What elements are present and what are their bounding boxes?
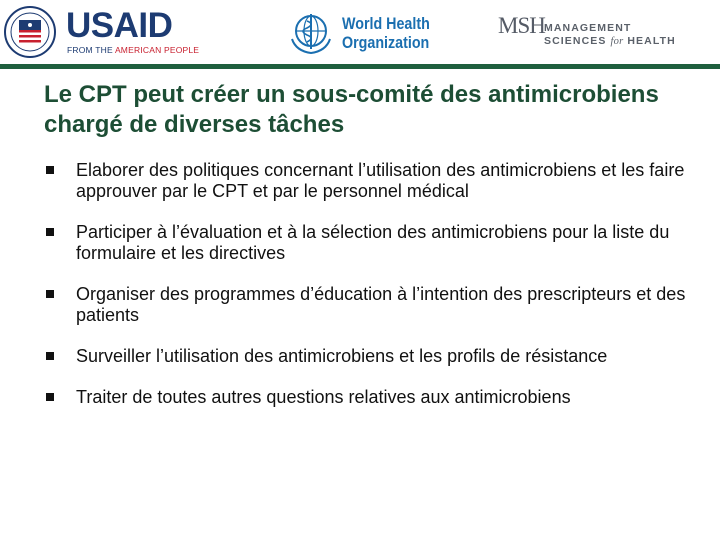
square-bullet-icon bbox=[46, 228, 54, 236]
who-logo bbox=[286, 9, 446, 57]
header-divider bbox=[0, 64, 720, 69]
bullet-text: Traiter de toutes autres questions relatives aux antimicrobiens bbox=[76, 387, 571, 407]
bullet-item bbox=[46, 222, 686, 264]
msh-wordmark: MANAGEMENT SCIENCES for HEALTH bbox=[544, 22, 676, 47]
bullet-text: Participer à l’évaluation et à la sélection des antimicrobiens pour la liste du formulaire et les directives bbox=[76, 222, 670, 263]
slide-title: Le CPT peut créer un sous-comité des antimicrobiens chargé de diverses tâches bbox=[44, 81, 659, 138]
bullet-item bbox=[46, 160, 686, 202]
square-bullet-icon bbox=[46, 290, 54, 298]
who-emblem-icon bbox=[286, 9, 336, 57]
bullet-text: Elaborer des politiques concernant l’utilisation des antimicrobiens et les faire approuver par le CPT et par le personnel médical bbox=[76, 160, 685, 201]
bullet-item bbox=[46, 284, 686, 326]
who-wordmark: World Health Organization bbox=[342, 14, 430, 52]
bullet-text: Organiser des programmes d’éducation à l’intention des prescripteurs et des patients bbox=[76, 284, 686, 325]
usaid-wordmark: USAID bbox=[66, 6, 173, 45]
bullet-text: Surveiller l’utilisation des antimicrobiens et les profils de résistance bbox=[76, 346, 608, 366]
bullet-list bbox=[46, 160, 686, 428]
bullet-item bbox=[46, 387, 686, 408]
square-bullet-icon bbox=[46, 166, 54, 174]
usaid-tagline: FROM THE AMERICAN PEOPLE bbox=[67, 45, 200, 55]
square-bullet-icon bbox=[46, 393, 54, 401]
square-bullet-icon bbox=[46, 352, 54, 360]
usaid-logo bbox=[4, 6, 200, 58]
msh-logo bbox=[498, 12, 708, 52]
usaid-seal-icon bbox=[4, 6, 56, 58]
bullet-item bbox=[46, 346, 686, 367]
msh-mark: MSH bbox=[498, 13, 545, 38]
logo-bar bbox=[0, 0, 720, 64]
